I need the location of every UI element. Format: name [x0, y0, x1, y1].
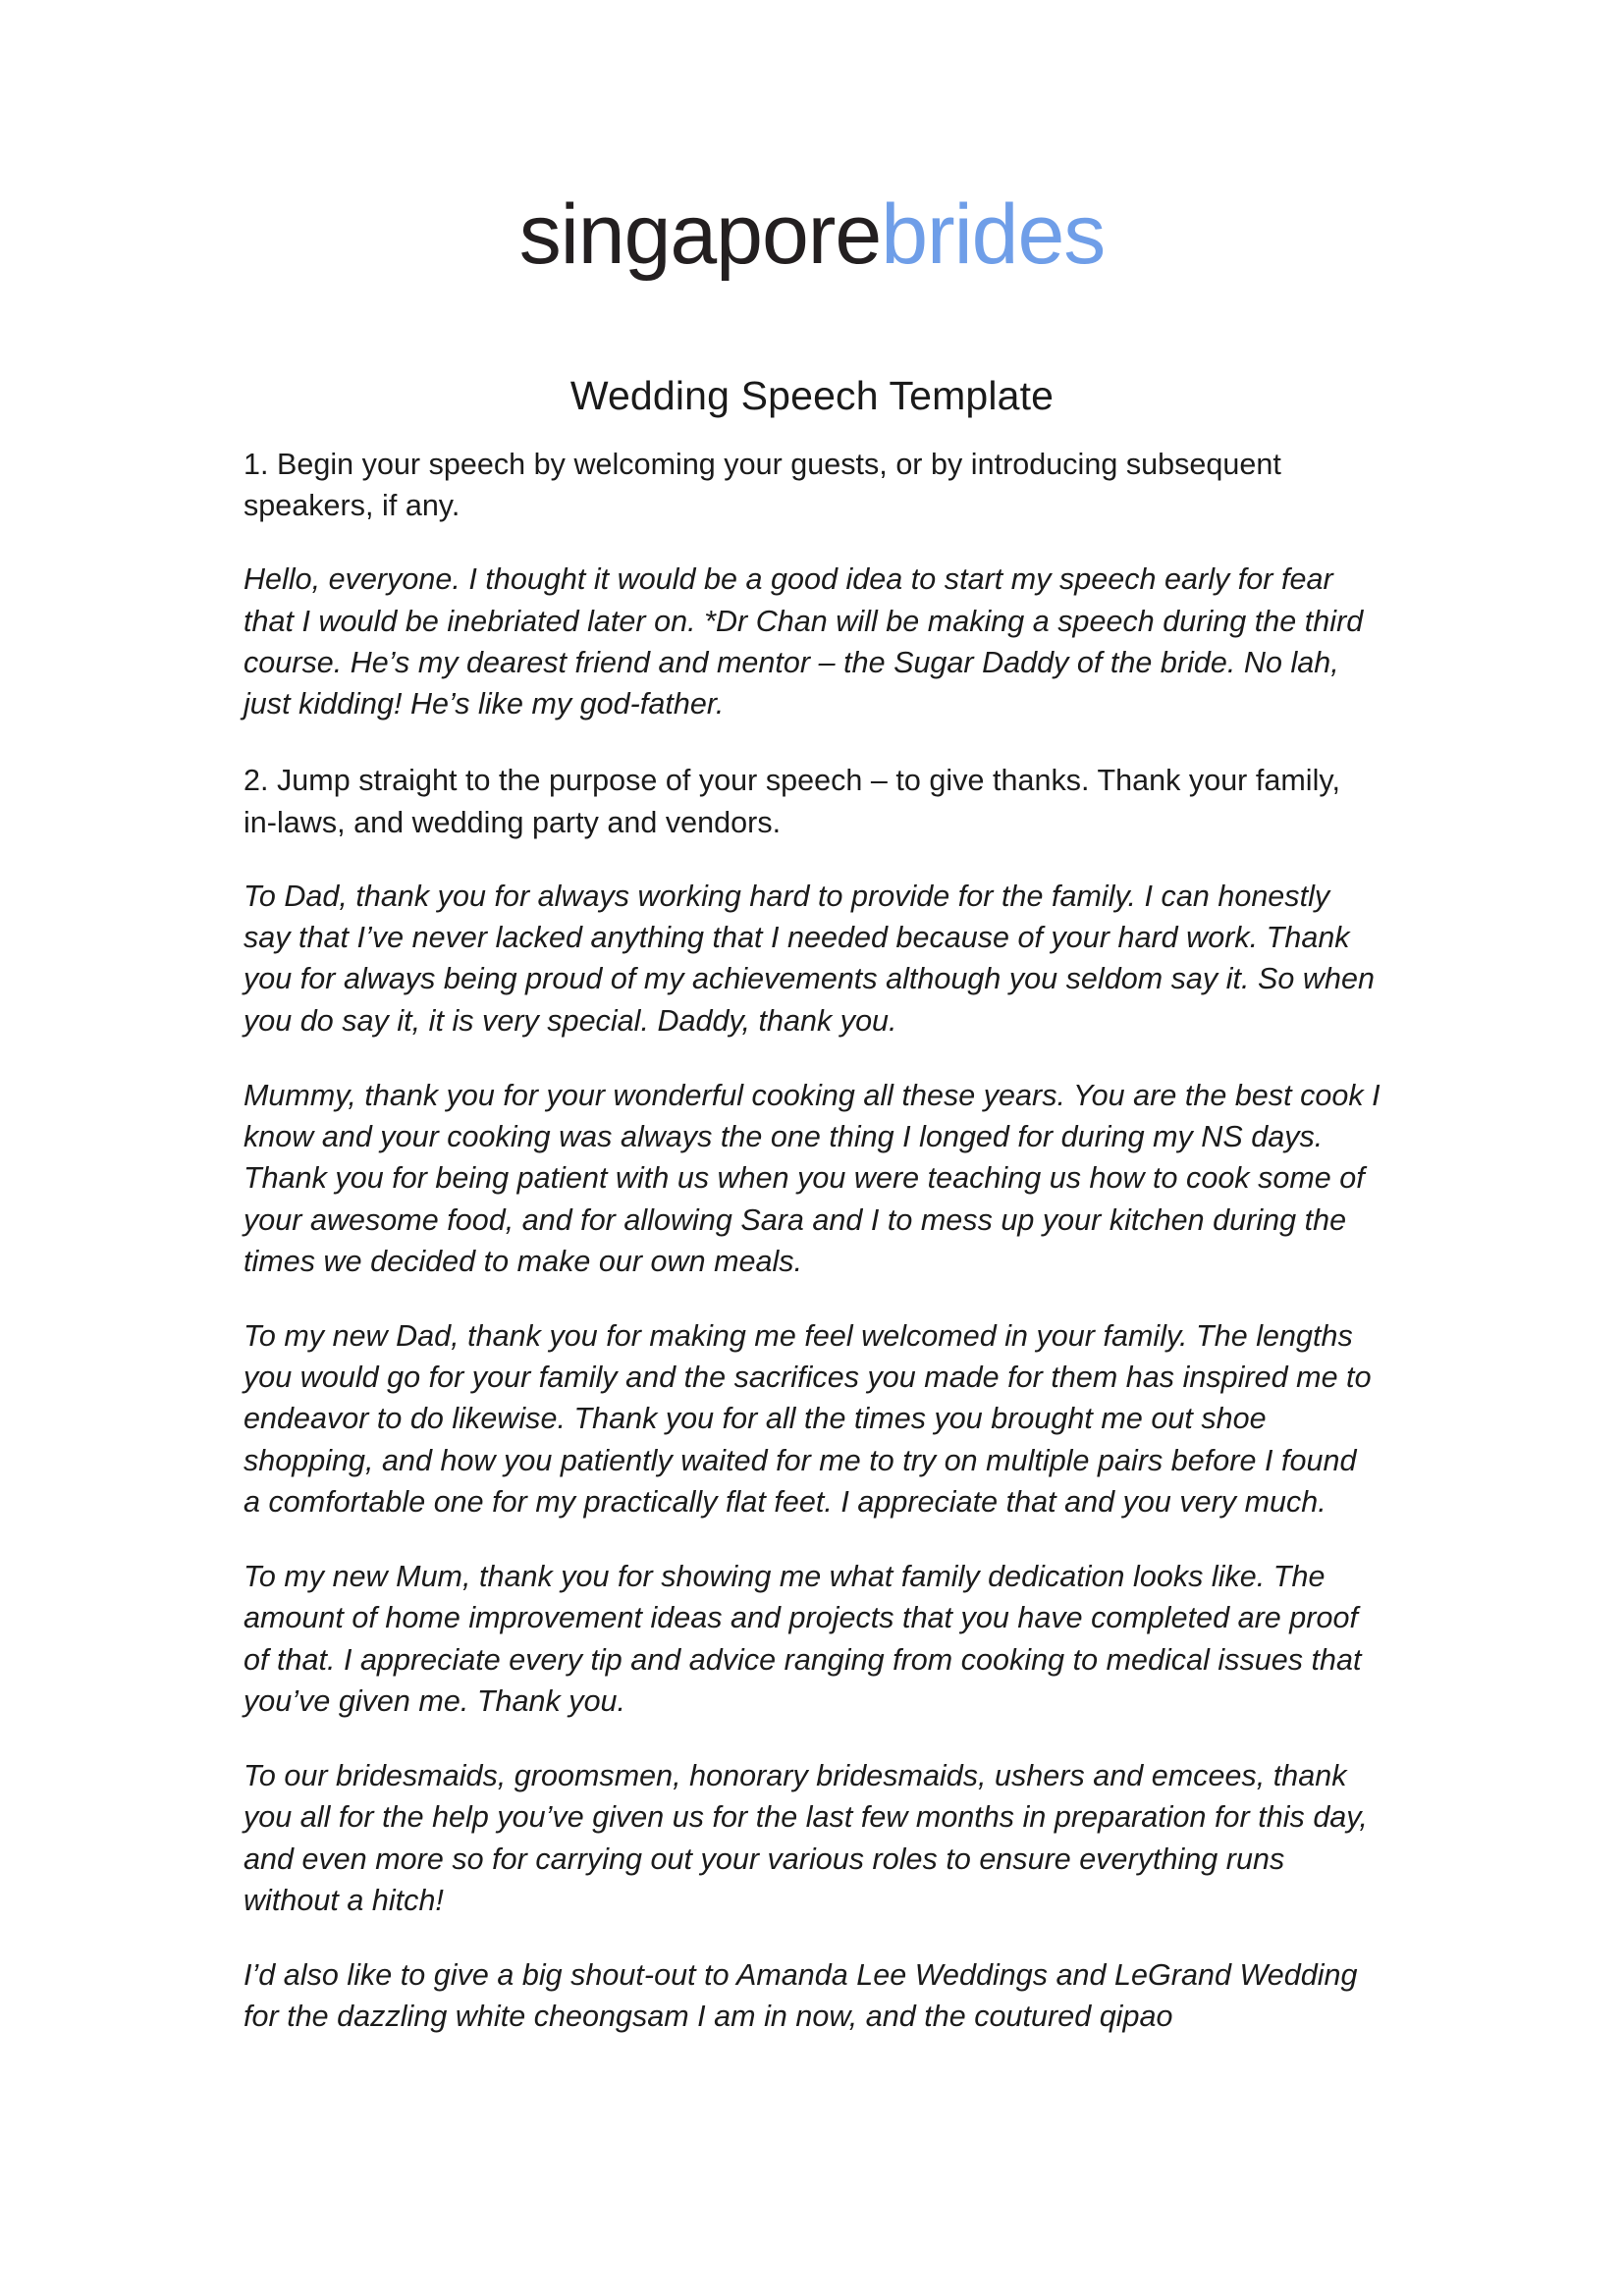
logo-word-brides: brides — [881, 187, 1106, 282]
example-paragraph: To my new Mum, thank you for showing me what family dedication looks like. The amount of home improvement ideas and projects that you have completed are proof of that. I appreciate every tip and advice ranging from cooking to medical issues that you’ve given me. Thank you. — [244, 1560, 1362, 1718]
instruction-step: 1. Begin your speech by welcoming your guests, or by introducing subsequent speakers, if any. — [244, 448, 1281, 523]
example-paragraph: Hello, everyone. I thought it would be a good idea to start my speech early for fear that I would be inebriated later on. *Dr Chan will be making a speech during the third course. He’s my dearest friend and mentor – the Sugar Daddy of the bride. No lah, just kidding! He’s like my god-father. — [244, 562, 1364, 721]
site-logo — [0, 187, 1624, 282]
logo-word-singapore: singapore — [518, 187, 882, 282]
example-paragraph: To my new Dad, thank you for making me feel welcomed in your family. The lengths you would go for your family and the sacrifices you made for them has inspired me to endeavor to do likewise. Thank you for all the times you brought me out shoe shopping, and how you patiently waited for me to try on multiple pairs before I found a comfortable one for my practically flat feet. I appreciate that and you very much. — [244, 1318, 1372, 1519]
example-paragraph: I’d also like to give a big shout-out to Amanda Lee Weddings and LeGrand Wedding for the dazzling white cheongsam I am in now, and the coutured qipao — [244, 1958, 1358, 2034]
logo-wordmark — [518, 187, 1106, 282]
page-title: Wedding Speech Template — [569, 373, 1055, 419]
example-paragraph: Mummy, thank you for your wonderful cooking all these years. You are the best cook I know and your cooking was always the one thing I longed for during my NS days. Thank you for being patient with us when you were teaching us how to cook some of your awesome food, and for allowing Sara and I to mess up your kitchen during the times we decided to make our own meals. — [244, 1078, 1380, 1278]
instruction-step: 2. Jump straight to the purpose of your speech – to give thanks. Thank your family, in-laws, and wedding party and vendors. — [244, 764, 1340, 839]
example-paragraph: To Dad, thank you for always working hard to provide for the family. I can honestly say that I’ve never lacked anything that I needed because of your hard work. Thank you for always being proud of my achievements although you seldom say it. So when you do say it, it is very special. Daddy, thank you. — [244, 879, 1375, 1038]
document-body — [244, 444, 1380, 2038]
example-paragraph: To our bridesmaids, groomsmen, honorary bridesmaids, ushers and emcees, thank you all for the help you’ve given us for the last few months in preparation for this day, and even more so for carrying out your various roles to ensure everything runs without a hitch! — [244, 1759, 1368, 1917]
